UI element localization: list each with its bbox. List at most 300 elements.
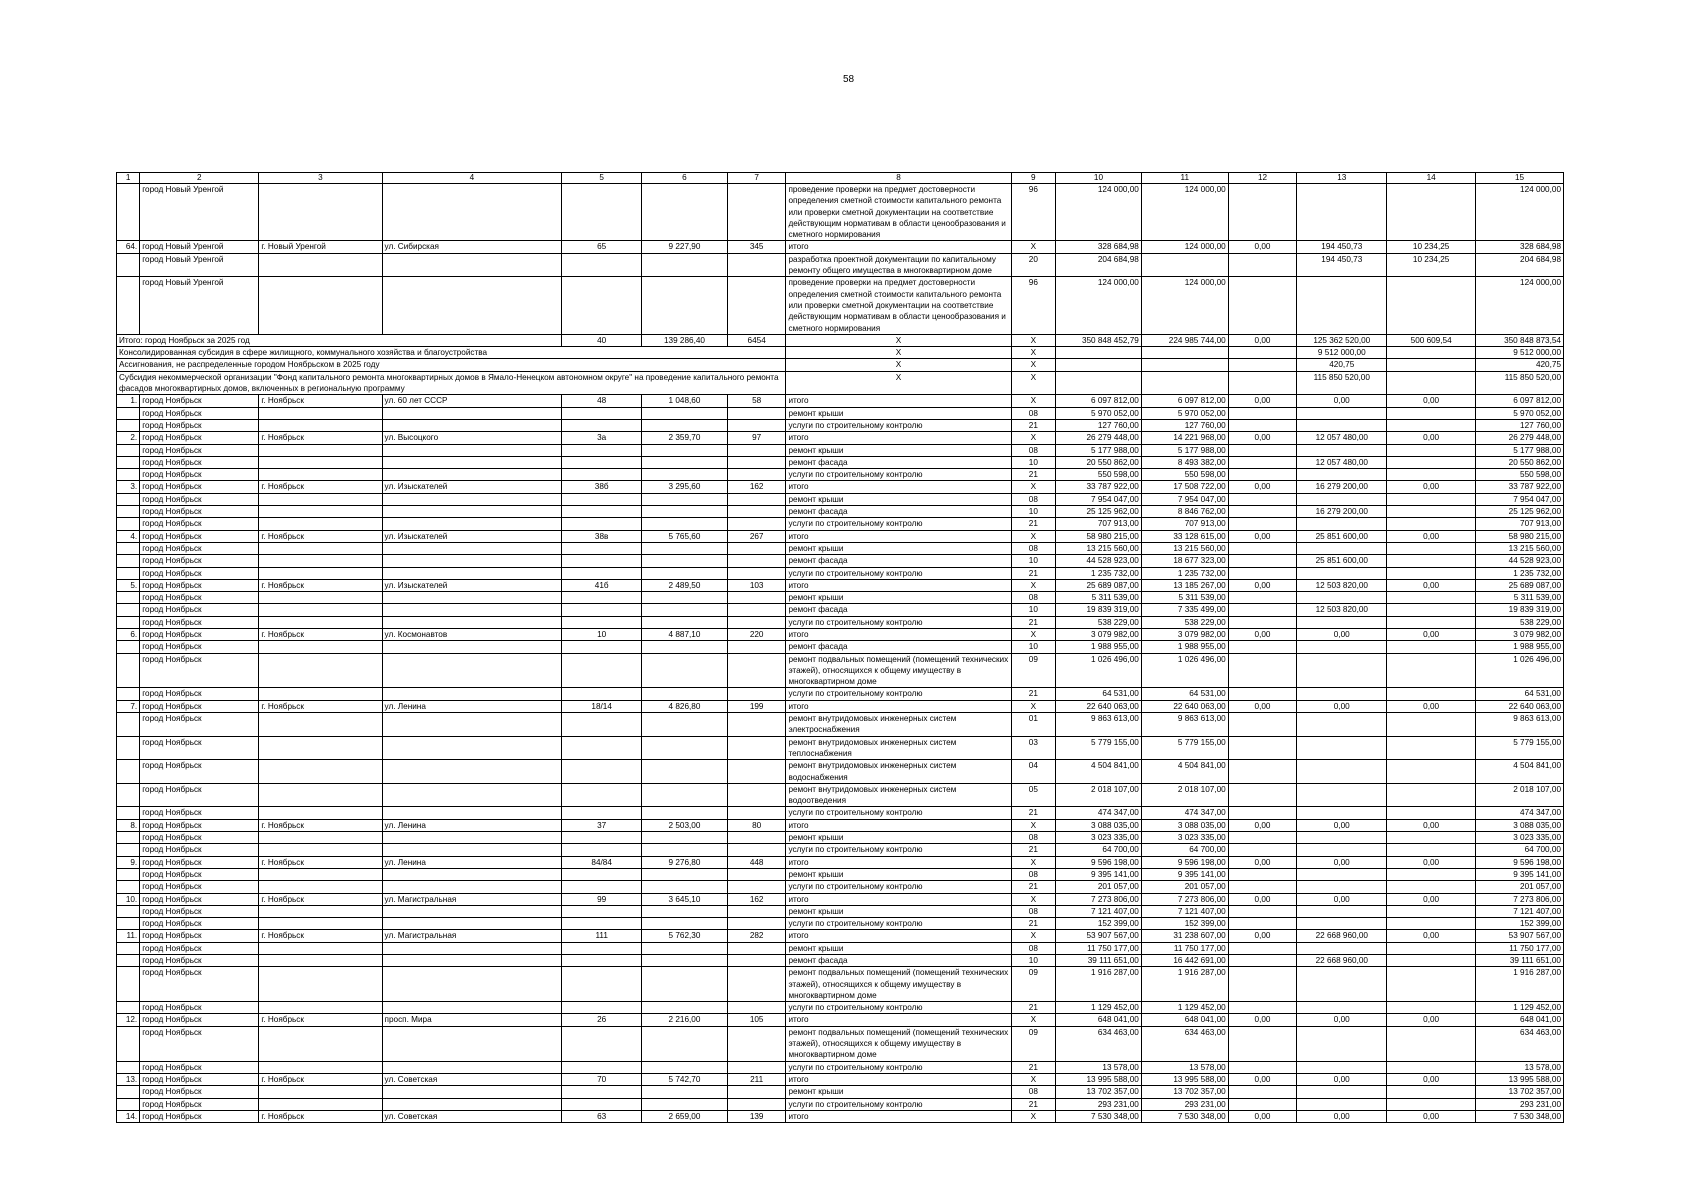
street-cell: ул. Советская [382,1073,562,1085]
municipality-cell: город Ноябрьск [140,419,259,431]
row-number-cell [117,713,140,737]
row-number-cell [117,1061,140,1073]
work-type-cell: ремонт фасада [786,555,1011,567]
work-code-cell: 21 [1011,616,1055,628]
street-cell: ул. Изыскателей [382,530,562,542]
settlement-cell [259,881,382,893]
municipality-cell: город Ноябрьск [140,868,259,880]
total-sum-cell: 3 023 335,00 [1476,832,1564,844]
table-row [117,1014,1564,1026]
street-cell [382,469,562,481]
total-cost-cell: 5 177 988,00 [1056,444,1142,456]
row-number-cell: 14. [117,1110,140,1122]
work-code-cell: 08 [1011,493,1055,505]
street-cell [382,844,562,856]
municipality-cell: город Ноябрьск [140,592,259,604]
work-code-cell: 21 [1011,1002,1055,1014]
subsidy-row [117,359,1564,371]
subsidy-label: Субсидия некоммерческой организации "Фонд капитального ремонта многоквартирных домов в Ямало-Ненецком автономном округе" на проведение капитального ремонта фасадов многоквартирных домов, включенных в региональную программу [117,371,786,395]
owners-funds-cell [1387,807,1476,819]
municipal-budget-cell [1297,881,1387,893]
work-code-cell: X [1011,359,1055,371]
municipal-budget-cell [1297,592,1387,604]
municipality-cell: город Ноябрьск [140,530,259,542]
area-cell: 139 286,40 [642,334,728,346]
house-number-cell [562,1086,642,1098]
owners-funds-cell [1387,469,1476,481]
total-cost-cell: 25 125 962,00 [1056,506,1142,518]
owners-funds-cell [1387,506,1476,518]
municipal-budget-cell: 194 450,73 [1297,241,1387,253]
residents-cell [727,518,786,530]
house-number-cell [562,783,642,807]
row-number-cell [117,688,140,700]
total-cost-cell: 1 129 452,00 [1056,1002,1142,1014]
district-budget-cell [1228,518,1297,530]
row-number-cell [117,918,140,930]
area-cell: 2 489,50 [642,579,728,591]
table-row [117,760,1564,784]
house-number-cell [562,253,642,277]
fund-budget-cell: 7 273 806,00 [1141,893,1228,905]
residents-cell [727,616,786,628]
house-number-cell: 41б [562,579,642,591]
table-row [117,456,1564,468]
work-type-cell: проведение проверки на предмет достоверности определения сметной стоимости капитального ремонта или проверки сметной документации на соответствие действующим нормативам в области ценообразования и сметного нормирования [786,184,1011,241]
settlement-cell [259,641,382,653]
area-cell: 2 359,70 [642,432,728,444]
total-sum-cell: 13 702 357,00 [1476,1086,1564,1098]
row-number-cell [117,832,140,844]
total-sum-cell: 25 125 962,00 [1476,506,1564,518]
total-sum-cell: 58 980 215,00 [1476,530,1564,542]
residents-cell: 199 [727,700,786,712]
total-cost-cell: 5 779 155,00 [1056,736,1142,760]
total-cost-cell: 44 528 923,00 [1056,555,1142,567]
area-cell: 4 826,80 [642,700,728,712]
area-cell [642,518,728,530]
house-number-cell [562,1098,642,1110]
settlement-cell [259,807,382,819]
area-cell: 3 645,10 [642,893,728,905]
row-number-cell [117,1002,140,1014]
residents-cell [727,184,786,241]
fund-budget-cell: 7 530 348,00 [1141,1110,1228,1122]
residents-cell: 282 [727,930,786,942]
residents-cell [727,905,786,917]
municipal-budget-cell: 16 279 200,00 [1297,506,1387,518]
house-number-cell: 65 [562,241,642,253]
work-code-cell: 08 [1011,407,1055,419]
total-sum-cell: 2 018 107,00 [1476,783,1564,807]
residents-cell [727,277,786,334]
total-sum-cell: 124 000,00 [1476,277,1564,334]
house-number-cell [562,616,642,628]
residents-cell [727,967,786,1002]
total-sum-cell: 3 088 035,00 [1476,819,1564,831]
table-row [117,1002,1564,1014]
house-number-cell [562,736,642,760]
fund-budget-cell: 124 000,00 [1141,241,1228,253]
row-number-cell [117,469,140,481]
owners-funds-cell [1387,905,1476,917]
fund-budget-cell: 6 097 812,00 [1141,395,1228,407]
table-row [117,616,1564,628]
column-number: 4 [382,173,562,184]
district-budget-cell: 0,00 [1228,334,1297,346]
district-budget-cell [1228,918,1297,930]
total-sum-cell: 64 531,00 [1476,688,1564,700]
fund-budget-cell: 64 531,00 [1141,688,1228,700]
residents-cell: 162 [727,893,786,905]
owners-funds-cell [1387,713,1476,737]
area-cell [642,493,728,505]
municipality-cell: город Ноябрьск [140,444,259,456]
fund-budget-cell: 124 000,00 [1141,277,1228,334]
street-cell [382,616,562,628]
table-row [117,942,1564,954]
district-budget-cell [1228,555,1297,567]
municipal-budget-cell: 12 503 820,00 [1297,579,1387,591]
row-number-cell [117,881,140,893]
total-sum-cell: 11 750 177,00 [1476,942,1564,954]
residents-cell [727,419,786,431]
municipality-cell: город Ноябрьск [140,713,259,737]
row-number-cell [117,555,140,567]
owners-funds-cell: 0,00 [1387,1110,1476,1122]
work-type-cell: ремонт внутридомовых инженерных систем водоснабжения [786,760,1011,784]
house-number-cell [562,967,642,1002]
house-number-cell [562,277,642,334]
total-sum-cell: 634 463,00 [1476,1026,1564,1061]
street-cell [382,1002,562,1014]
work-code-cell: 09 [1011,653,1055,688]
fund-budget-cell: 13 995 588,00 [1141,1073,1228,1085]
settlement-cell [259,736,382,760]
municipality-cell: город Ноябрьск [140,905,259,917]
municipality-cell: город Ноябрьск [140,700,259,712]
district-budget-cell [1228,359,1297,371]
row-number-cell: 8. [117,819,140,831]
residents-cell [727,604,786,616]
table-row [117,567,1564,579]
owners-funds-cell: 0,00 [1387,481,1476,493]
total-cost-cell: 9 596 198,00 [1056,856,1142,868]
house-number-cell [562,653,642,688]
area-cell: 2 659,00 [642,1110,728,1122]
table-row [117,628,1564,640]
owners-funds-cell [1387,555,1476,567]
table-row [117,700,1564,712]
house-number-cell: 48 [562,395,642,407]
fund-budget-cell: 1 988 955,00 [1141,641,1228,653]
district-budget-cell: 0,00 [1228,856,1297,868]
municipality-cell: город Ноябрьск [140,688,259,700]
owners-funds-cell [1387,653,1476,688]
municipal-budget-cell [1297,905,1387,917]
column-number: 2 [140,173,259,184]
fund-budget-cell: 22 640 063,00 [1141,700,1228,712]
district-budget-cell: 0,00 [1228,432,1297,444]
district-budget-cell: 0,00 [1228,579,1297,591]
residents-cell [727,555,786,567]
work-code-cell: X [1011,432,1055,444]
municipality-cell: город Ноябрьск [140,506,259,518]
total-sum-cell: 1 235 732,00 [1476,567,1564,579]
work-type-cell: итого [786,579,1011,591]
house-number-cell: 38б [562,481,642,493]
work-code-cell: 10 [1011,604,1055,616]
settlement-cell [259,253,382,277]
settlement-cell: г. Ноябрьск [259,628,382,640]
district-budget-cell [1228,1061,1297,1073]
settlement-cell [259,419,382,431]
owners-funds-cell [1387,518,1476,530]
work-type-cell: ремонт фасада [786,955,1011,967]
settlement-cell: г. Ноябрьск [259,481,382,493]
table-row [117,604,1564,616]
municipal-budget-cell: 25 851 600,00 [1297,530,1387,542]
fund-budget-cell: 13 215 560,00 [1141,542,1228,554]
residents-cell [727,918,786,930]
residents-cell: 80 [727,819,786,831]
total-sum-cell: 13 578,00 [1476,1061,1564,1073]
municipal-budget-cell: 12 057 480,00 [1297,432,1387,444]
house-number-cell: 26 [562,1014,642,1026]
street-cell [382,653,562,688]
municipal-budget-cell: 12 057 480,00 [1297,456,1387,468]
settlement-cell [259,567,382,579]
house-number-cell [562,1061,642,1073]
street-cell [382,253,562,277]
municipality-cell: город Новый Уренгой [140,253,259,277]
area-cell [642,955,728,967]
work-code-cell: 10 [1011,555,1055,567]
owners-funds-cell [1387,184,1476,241]
settlement-cell [259,592,382,604]
residents-cell [727,881,786,893]
work-code-cell: 10 [1011,641,1055,653]
row-number-cell [117,456,140,468]
area-cell [642,253,728,277]
owners-funds-cell [1387,942,1476,954]
house-number-cell [562,881,642,893]
row-number-cell [117,567,140,579]
owners-funds-cell: 0,00 [1387,432,1476,444]
work-type-cell: ремонт крыши [786,592,1011,604]
district-budget-cell: 0,00 [1228,1073,1297,1085]
house-number-cell [562,419,642,431]
total-cost-cell: 26 279 448,00 [1056,432,1142,444]
total-sum-cell: 13 215 560,00 [1476,542,1564,554]
street-cell [382,456,562,468]
municipal-budget-cell [1297,688,1387,700]
subsidy-row [117,347,1564,359]
table-row [117,641,1564,653]
row-number-cell: 12. [117,1014,140,1026]
street-cell: ул. Высоцкого [382,432,562,444]
street-cell [382,1086,562,1098]
summary-label: Итого: город Ноябрьск за 2025 год [117,334,562,346]
area-cell [642,868,728,880]
owners-funds-cell: 0,00 [1387,819,1476,831]
house-number-cell [562,641,642,653]
total-sum-cell: 9 863 613,00 [1476,713,1564,737]
work-type-cell: ремонт крыши [786,493,1011,505]
fund-budget-cell: 13 702 357,00 [1141,1086,1228,1098]
owners-funds-cell [1387,1061,1476,1073]
district-budget-cell [1228,1002,1297,1014]
district-budget-cell [1228,347,1297,359]
subsidy-label: Ассигнования, не распределенные городом Ноябрьском в 2025 году [117,359,786,371]
residents-cell [727,469,786,481]
house-number-cell [562,1002,642,1014]
municipal-budget-cell: 0,00 [1297,856,1387,868]
work-type-cell: ремонт крыши [786,832,1011,844]
settlement-cell: г. Ноябрьск [259,1014,382,1026]
table-row [117,506,1564,518]
residents-cell [727,760,786,784]
area-cell: 5 742,70 [642,1073,728,1085]
row-number-cell: 6. [117,628,140,640]
work-type-cell: итого [786,930,1011,942]
work-code-cell: 10 [1011,955,1055,967]
municipality-cell: город Ноябрьск [140,628,259,640]
work-type-cell: итого [786,1110,1011,1122]
total-cost-cell [1056,371,1142,395]
fund-budget-cell: 13 185 267,00 [1141,579,1228,591]
table-row [117,432,1564,444]
total-cost-cell: 9 395 141,00 [1056,868,1142,880]
total-cost-cell: 3 088 035,00 [1056,819,1142,831]
total-cost-cell: 13 702 357,00 [1056,1086,1142,1098]
municipality-cell: город Ноябрьск [140,1073,259,1085]
municipality-cell: город Ноябрьск [140,930,259,942]
column-number: 8 [786,173,1011,184]
total-cost-cell: 11 750 177,00 [1056,942,1142,954]
fund-budget-cell: 5 779 155,00 [1141,736,1228,760]
municipal-budget-cell [1297,641,1387,653]
total-sum-cell: 53 907 567,00 [1476,930,1564,942]
street-cell [382,881,562,893]
work-code-cell: 20 [1011,253,1055,277]
fund-budget-cell: 3 023 335,00 [1141,832,1228,844]
owners-funds-cell [1387,688,1476,700]
settlement-cell: г. Ноябрьск [259,530,382,542]
work-code-cell: X [1011,530,1055,542]
settlement-cell [259,1086,382,1098]
house-number-cell: 38в [562,530,642,542]
work-type-cell: итого [786,700,1011,712]
total-cost-cell: 201 057,00 [1056,881,1142,893]
settlement-cell: г. Ноябрьск [259,893,382,905]
column-number: 3 [259,173,382,184]
area-cell [642,444,728,456]
total-cost-cell: 13 995 588,00 [1056,1073,1142,1085]
municipal-budget-cell [1297,518,1387,530]
municipal-budget-cell: 0,00 [1297,1110,1387,1122]
residents-cell [727,592,786,604]
residents-cell: 162 [727,481,786,493]
district-budget-cell [1228,844,1297,856]
row-number-cell [117,253,140,277]
work-type-cell: услуги по строительному контролю [786,518,1011,530]
residents-cell [727,506,786,518]
street-cell: просп. Мира [382,1014,562,1026]
work-type-cell: ремонт фасада [786,641,1011,653]
municipal-budget-cell [1297,807,1387,819]
residents-cell: 97 [727,432,786,444]
row-number-cell: 11. [117,930,140,942]
row-number-cell [117,493,140,505]
work-type-cell: ремонт фасада [786,506,1011,518]
settlement-cell [259,604,382,616]
street-cell: ул. Советская [382,1110,562,1122]
municipality-cell: город Ноябрьск [140,1086,259,1098]
table-row [117,807,1564,819]
row-number-cell: 4. [117,530,140,542]
municipality-cell: город Ноябрьск [140,832,259,844]
district-budget-cell [1228,881,1297,893]
settlement-cell: г. Ноябрьск [259,930,382,942]
work-type-cell: X [786,371,1011,395]
district-budget-cell [1228,444,1297,456]
settlement-cell [259,444,382,456]
street-cell: ул. Ленина [382,700,562,712]
row-number-cell [117,1098,140,1110]
work-code-cell: 10 [1011,456,1055,468]
table-row [117,819,1564,831]
street-cell [382,184,562,241]
owners-funds-cell [1387,444,1476,456]
table-row [117,555,1564,567]
fund-budget-cell: 9 596 198,00 [1141,856,1228,868]
fund-budget-cell: 1 129 452,00 [1141,1002,1228,1014]
work-code-cell: 96 [1011,184,1055,241]
total-cost-cell: 13 578,00 [1056,1061,1142,1073]
residents-cell [727,641,786,653]
settlement-cell [259,277,382,334]
area-cell: 3 295,60 [642,481,728,493]
row-number-cell: 1. [117,395,140,407]
municipal-budget-cell [1297,942,1387,954]
settlement-cell [259,616,382,628]
work-type-cell: ремонт фасада [786,456,1011,468]
row-number-cell [117,506,140,518]
district-budget-cell [1228,253,1297,277]
row-number-cell: 5. [117,579,140,591]
table-row [117,967,1564,1002]
work-code-cell: 21 [1011,807,1055,819]
owners-funds-cell [1387,868,1476,880]
municipal-budget-cell: 0,00 [1297,700,1387,712]
residents-cell [727,444,786,456]
district-budget-cell: 0,00 [1228,241,1297,253]
house-number-cell [562,567,642,579]
total-cost-cell: 7 273 806,00 [1056,893,1142,905]
row-number-cell: 3. [117,481,140,493]
residents-cell [727,493,786,505]
work-type-cell: ремонт подвальных помещений (помещений технических этажей), относящихся к общему имуществу в многоквартирном доме [786,653,1011,688]
total-cost-cell: 33 787 922,00 [1056,481,1142,493]
street-cell [382,905,562,917]
settlement-cell: г. Ноябрьск [259,579,382,591]
municipality-cell: город Ноябрьск [140,407,259,419]
district-budget-cell [1228,713,1297,737]
owners-funds-cell [1387,881,1476,893]
subsidy-label: Консолидированная субсидия в сфере жилищного, коммунального хозяйства и благоустройства [117,347,786,359]
house-number-cell: 63 [562,1110,642,1122]
